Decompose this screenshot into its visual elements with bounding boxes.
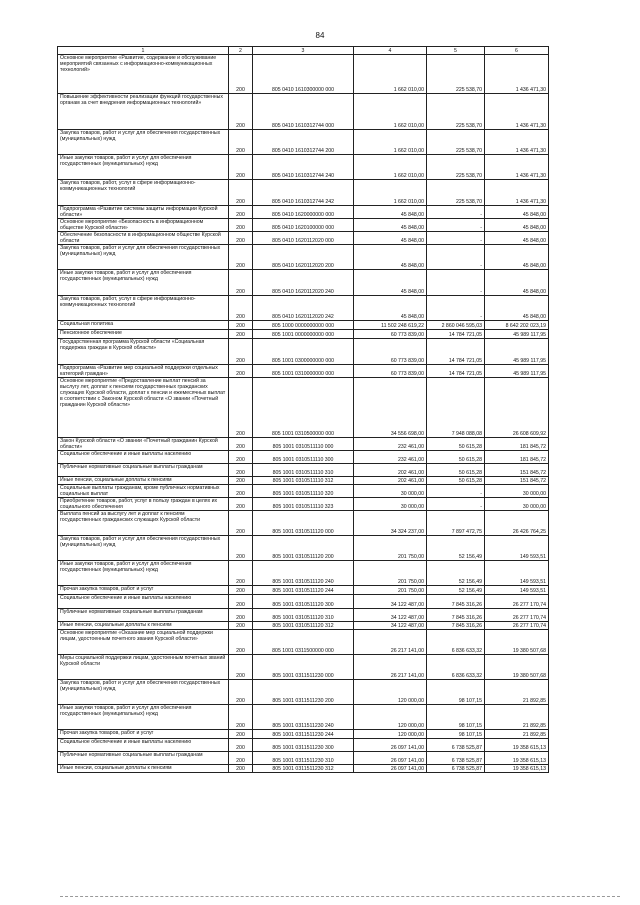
row-value-5: 7 845 316,26 — [427, 622, 485, 630]
header-col-5: 5 — [427, 47, 485, 55]
row-value-5: 14 784 721,05 — [427, 339, 485, 365]
row-value-6: 30 000,00 — [485, 485, 549, 498]
row-value-6: 149 593,51 — [485, 536, 549, 561]
row-value-4: 26 097 141,00 — [354, 739, 427, 752]
row-value-5: - — [427, 485, 485, 498]
row-value-4: 201 750,00 — [354, 586, 427, 595]
row-name: Закупка товаров, работ и услуг для обеспечения государственных (муниципальных) нужд — [58, 536, 229, 561]
row-col2: 200 — [229, 438, 253, 451]
row-code: 805 1001 0311511230 312 — [253, 765, 354, 773]
row-value-5: 14 784 721,05 — [427, 365, 485, 378]
row-code: 805 1001 0310511110 300 — [253, 451, 354, 464]
row-col2: 200 — [229, 595, 253, 609]
table-row — [58, 622, 549, 630]
row-col2: 200 — [229, 378, 253, 438]
row-code: 805 1001 0310511120 300 — [253, 595, 354, 609]
row-value-6: 151 845,72 — [485, 464, 549, 477]
table-row — [58, 94, 549, 130]
row-value-5: 7 845 316,26 — [427, 609, 485, 622]
row-value-4: 232 461,00 — [354, 438, 427, 451]
table-row — [58, 219, 549, 232]
row-col2: 200 — [229, 739, 253, 752]
row-name: Прочая закупка товаров, работ и услуг — [58, 586, 229, 595]
row-name: Закупка товаров, работ, услуг в сфере информационно-коммуникационных технологий — [58, 180, 229, 206]
row-value-6: 26 277 170,74 — [485, 622, 549, 630]
row-col2: 200 — [229, 622, 253, 630]
row-col2: 200 — [229, 609, 253, 622]
row-value-5: 14 784 721,05 — [427, 330, 485, 339]
table-row — [58, 730, 549, 739]
row-code: 805 0410 1610312744 000 — [253, 94, 354, 130]
row-name: Иные закупки товаров, работ и услуг для обеспечения государственных (муниципальных) нужд — [58, 270, 229, 296]
header-col-6: 6 — [485, 47, 549, 55]
table-row — [58, 296, 549, 321]
row-value-5: - — [427, 206, 485, 219]
table-row — [58, 511, 549, 536]
table-row — [58, 498, 549, 511]
row-value-6: 21 892,85 — [485, 730, 549, 739]
row-name: Пенсионное обеспечение — [58, 330, 229, 339]
row-value-6: 19 380 507,68 — [485, 655, 549, 680]
row-value-6: 45 848,00 — [485, 219, 549, 232]
row-name: Публичные нормативные социальные выплаты гражданам — [58, 609, 229, 622]
row-name: Социальное обеспечение и иные выплаты населению — [58, 451, 229, 464]
row-col2: 200 — [229, 180, 253, 206]
table-row — [58, 739, 549, 752]
row-value-4: 45 848,00 — [354, 219, 427, 232]
row-value-4: 1 662 010,00 — [354, 155, 427, 180]
table-row — [58, 180, 549, 206]
row-value-6: 19 358 615,13 — [485, 765, 549, 773]
row-code: 805 0410 1610300000 000 — [253, 55, 354, 94]
row-value-6: 45 989 117,95 — [485, 330, 549, 339]
row-col2: 200 — [229, 630, 253, 655]
table-row — [58, 155, 549, 180]
row-value-4: 120 000,00 — [354, 705, 427, 730]
row-value-4: 201 750,00 — [354, 561, 427, 586]
row-code: 805 0410 1620100000 000 — [253, 219, 354, 232]
row-value-4: 201 750,00 — [354, 536, 427, 561]
row-code: 805 0410 1620112020 242 — [253, 296, 354, 321]
table-row — [58, 378, 549, 438]
row-value-6: 21 892,85 — [485, 705, 549, 730]
row-value-4: 11 502 248 619,22 — [354, 321, 427, 330]
row-name: Подпрограмма «Развитие системы защиты информации Курской области» — [58, 206, 229, 219]
row-value-6: 26 608 609,92 — [485, 378, 549, 438]
row-name: Выплата пенсий за выслугу лет и доплат к пенсиям государственных гражданских служащих Курской области — [58, 511, 229, 536]
row-name: Обеспечение безопасности в информационном обществе Курской области — [58, 232, 229, 245]
row-value-4: 1 662 010,00 — [354, 94, 427, 130]
row-col2: 200 — [229, 511, 253, 536]
header-col-3: 3 — [253, 47, 354, 55]
row-value-6: 149 593,51 — [485, 561, 549, 586]
table-row — [58, 339, 549, 365]
row-col2: 200 — [229, 477, 253, 485]
row-value-6: 181 845,72 — [485, 451, 549, 464]
row-col2: 200 — [229, 655, 253, 680]
row-value-6: 45 989 117,95 — [485, 339, 549, 365]
row-col2: 200 — [229, 498, 253, 511]
row-value-5: 50 615,28 — [427, 438, 485, 451]
row-value-5: 98 107,15 — [427, 680, 485, 705]
row-value-4: 45 848,00 — [354, 232, 427, 245]
row-value-6: 1 436 471,30 — [485, 155, 549, 180]
row-name: Меры социальной поддержки лицам, удостоенным почетных званий Курской области — [58, 655, 229, 680]
row-value-6: 45 989 117,95 — [485, 365, 549, 378]
row-value-6: 45 848,00 — [485, 206, 549, 219]
row-code: 805 1001 0310500000 000 — [253, 378, 354, 438]
row-code: 805 1000 0000000000 000 — [253, 321, 354, 330]
row-value-4: 120 000,00 — [354, 680, 427, 705]
row-col2: 200 — [229, 270, 253, 296]
row-value-5: 7 948 088,08 — [427, 378, 485, 438]
row-code: 805 1001 0310511120 000 — [253, 511, 354, 536]
budget-table — [57, 46, 549, 773]
row-value-6: 1 436 471,30 — [485, 180, 549, 206]
row-value-6: 30 000,00 — [485, 498, 549, 511]
table-row — [58, 655, 549, 680]
header-col-2: 2 — [229, 47, 253, 55]
row-name: Публичные нормативные социальные выплаты гражданам — [58, 464, 229, 477]
row-col2: 200 — [229, 219, 253, 232]
table-row — [58, 55, 549, 94]
table-row — [58, 485, 549, 498]
row-col2: 200 — [229, 232, 253, 245]
table-row — [58, 321, 549, 330]
row-value-5: 6 836 633,32 — [427, 630, 485, 655]
row-value-5: - — [427, 296, 485, 321]
row-value-6: 1 436 471,30 — [485, 55, 549, 94]
row-value-4: 202 461,00 — [354, 464, 427, 477]
row-value-4: 1 662 010,00 — [354, 130, 427, 155]
row-col2: 200 — [229, 680, 253, 705]
row-value-4: 30 000,00 — [354, 485, 427, 498]
table-row — [58, 536, 549, 561]
row-value-6: 45 848,00 — [485, 232, 549, 245]
row-code: 805 1001 0310511110 000 — [253, 438, 354, 451]
row-code: 805 0410 1620000000 000 — [253, 206, 354, 219]
row-value-5: 225 538,70 — [427, 55, 485, 94]
row-code: 805 0410 1610312744 242 — [253, 180, 354, 206]
row-value-4: 60 773 839,00 — [354, 365, 427, 378]
table-row — [58, 206, 549, 219]
row-value-5: 7 845 316,26 — [427, 595, 485, 609]
row-value-5: 98 107,15 — [427, 705, 485, 730]
row-value-5: - — [427, 498, 485, 511]
row-col2: 200 — [229, 365, 253, 378]
row-name: Иные закупки товаров, работ и услуг для обеспечения государственных (муниципальных) нужд — [58, 561, 229, 586]
table-row — [58, 330, 549, 339]
table-row — [58, 270, 549, 296]
row-value-4: 26 217 141,00 — [354, 655, 427, 680]
row-name: Иные пенсии, социальные доплаты к пенсиям — [58, 477, 229, 485]
row-col2: 200 — [229, 730, 253, 739]
table-row — [58, 245, 549, 270]
footer-divider — [60, 896, 620, 898]
row-code: 805 1001 0310511110 310 — [253, 464, 354, 477]
table-row — [58, 705, 549, 730]
row-value-5: 225 538,70 — [427, 130, 485, 155]
row-code: 805 1001 0000000000 000 — [253, 330, 354, 339]
row-value-5: 98 107,15 — [427, 730, 485, 739]
table-row — [58, 561, 549, 586]
row-name: Государственная программа Курской области «Социальная поддержка граждан в Курской области» — [58, 339, 229, 365]
row-value-4: 34 556 698,00 — [354, 378, 427, 438]
row-col2: 200 — [229, 55, 253, 94]
row-value-4: 26 097 141,00 — [354, 752, 427, 765]
row-value-4: 34 122 487,00 — [354, 595, 427, 609]
row-value-5: 50 615,28 — [427, 477, 485, 485]
row-value-4: 202 461,00 — [354, 477, 427, 485]
row-col2: 200 — [229, 296, 253, 321]
table-row — [58, 609, 549, 622]
table-row — [58, 586, 549, 595]
row-code: 805 1001 0310511120 312 — [253, 622, 354, 630]
row-code: 805 1001 0310511120 240 — [253, 561, 354, 586]
row-value-4: 1 662 010,00 — [354, 55, 427, 94]
table-row — [58, 630, 549, 655]
row-value-5: 225 538,70 — [427, 94, 485, 130]
row-col2: 200 — [229, 155, 253, 180]
table-row — [58, 232, 549, 245]
row-code: 805 0410 1620112020 200 — [253, 245, 354, 270]
row-code: 805 1001 0311511230 240 — [253, 705, 354, 730]
row-col2: 200 — [229, 94, 253, 130]
row-value-5: - — [427, 245, 485, 270]
table-row — [58, 752, 549, 765]
row-value-4: 60 773 839,00 — [354, 339, 427, 365]
row-name: Иные закупки товаров, работ и услуг для обеспечения государственных (муниципальных) нужд — [58, 705, 229, 730]
row-value-4: 45 848,00 — [354, 206, 427, 219]
row-code: 805 0410 1610312744 200 — [253, 130, 354, 155]
row-col2: 200 — [229, 705, 253, 730]
row-value-5: 6 738 525,87 — [427, 739, 485, 752]
row-value-4: 1 662 010,00 — [354, 180, 427, 206]
page-number: 84 — [315, 31, 325, 40]
row-value-4: 34 324 237,00 — [354, 511, 427, 536]
row-value-5: 6 836 633,32 — [427, 655, 485, 680]
row-name: Социальные выплаты гражданам, кроме публичных нормативных социальных выплат — [58, 485, 229, 498]
row-code: 805 1001 0310511120 200 — [253, 536, 354, 561]
row-value-5: - — [427, 232, 485, 245]
table-row — [58, 130, 549, 155]
row-value-4: 45 848,00 — [354, 270, 427, 296]
row-value-4: 45 848,00 — [354, 296, 427, 321]
row-value-5: 52 156,49 — [427, 561, 485, 586]
row-code: 805 1001 0311500000 000 — [253, 630, 354, 655]
row-name: Основное мероприятие «Развитие, содержание и обслуживание мероприятий связанных с информационно-коммуникационных технологий» — [58, 55, 229, 94]
header-col-1: 1 — [58, 47, 229, 55]
row-value-6: 45 848,00 — [485, 270, 549, 296]
row-code: 805 1001 0310511110 320 — [253, 485, 354, 498]
row-value-5: 52 156,49 — [427, 536, 485, 561]
row-value-4: 26 217 141,00 — [354, 630, 427, 655]
table-row — [58, 464, 549, 477]
row-value-5: 7 897 472,75 — [427, 511, 485, 536]
table-row — [58, 595, 549, 609]
row-name: Иные закупки товаров, работ и услуг для обеспечения государственных (муниципальных) нужд — [58, 155, 229, 180]
row-value-6: 26 277 170,74 — [485, 609, 549, 622]
table-row — [58, 365, 549, 378]
row-col2: 200 — [229, 321, 253, 330]
table-row — [58, 765, 549, 773]
row-name: Приобретение товаров, работ, услуг в пользу граждан в целях их социального обеспечения — [58, 498, 229, 511]
row-col2: 200 — [229, 752, 253, 765]
row-col2: 200 — [229, 464, 253, 477]
row-col2: 200 — [229, 586, 253, 595]
row-code: 805 1001 0311511230 300 — [253, 739, 354, 752]
row-name: Закон Курской области «О звании «Почетный гражданин Курской области» — [58, 438, 229, 451]
row-code: 805 0410 1610312744 240 — [253, 155, 354, 180]
row-code: 805 0410 1620112020 000 — [253, 232, 354, 245]
row-name: Публичные нормативные социальные выплаты гражданам — [58, 752, 229, 765]
row-code: 805 1001 0310000000 000 — [253, 365, 354, 378]
table-row — [58, 438, 549, 451]
row-value-4: 30 000,00 — [354, 498, 427, 511]
row-value-5: - — [427, 270, 485, 296]
row-name: Прочая закупка товаров, работ и услуг — [58, 730, 229, 739]
row-value-6: 45 848,00 — [485, 245, 549, 270]
row-value-6: 1 436 471,30 — [485, 94, 549, 130]
row-name: Основное мероприятие «Безопасность в информационном обществе Курской области» — [58, 219, 229, 232]
table-row — [58, 477, 549, 485]
row-name: Закупка товаров, работ и услуг для обеспечения государственных (муниципальных) нужд — [58, 680, 229, 705]
row-value-4: 60 773 839,00 — [354, 330, 427, 339]
row-value-4: 120 000,00 — [354, 730, 427, 739]
row-value-6: 19 358 615,13 — [485, 739, 549, 752]
row-name: Закупка товаров, работ и услуг для обеспечения государственных (муниципальных) нужд — [58, 245, 229, 270]
row-code: 805 1001 0310511110 323 — [253, 498, 354, 511]
row-value-4: 26 097 141,00 — [354, 765, 427, 773]
row-name: Подпрограмма «Развитие мер социальной поддержки отдельных категорий граждан» — [58, 365, 229, 378]
row-value-6: 1 436 471,30 — [485, 130, 549, 155]
table-row — [58, 451, 549, 464]
row-value-6: 149 593,51 — [485, 586, 549, 595]
row-value-6: 19 358 615,13 — [485, 752, 549, 765]
row-value-6: 19 380 507,68 — [485, 630, 549, 655]
row-name: Иные пенсии, социальные доплаты к пенсиям — [58, 765, 229, 773]
row-code: 805 1001 0300000000 000 — [253, 339, 354, 365]
row-value-6: 181 845,72 — [485, 438, 549, 451]
row-value-5: 2 860 046 595,03 — [427, 321, 485, 330]
row-code: 805 1001 0311511230 244 — [253, 730, 354, 739]
row-name: Социальная политика — [58, 321, 229, 330]
row-value-4: 45 848,00 — [354, 245, 427, 270]
row-value-4: 34 122 487,00 — [354, 622, 427, 630]
row-code: 805 1001 0310511110 312 — [253, 477, 354, 485]
row-name: Закупка товаров, работ, услуг в сфере информационно-коммуникационных технологий — [58, 296, 229, 321]
row-value-5: 6 738 525,87 — [427, 752, 485, 765]
row-code: 805 1001 0311511230 310 — [253, 752, 354, 765]
row-value-5: 50 615,28 — [427, 464, 485, 477]
row-value-4: 232 461,00 — [354, 451, 427, 464]
header-row — [58, 47, 549, 55]
row-col2: 200 — [229, 536, 253, 561]
row-code: 805 1001 0311511230 200 — [253, 680, 354, 705]
row-col2: 200 — [229, 485, 253, 498]
row-name: Основное мероприятие «Предоставление выплат пенсий за выслугу лет, доплат к пенсиям государственных гражданских служащих Курской области, доплат к пенсии и ежемесячных выплат в соответствии с Законом Курской области «О звании «Почетный гражданин Курской области» — [58, 378, 229, 438]
row-value-6: 45 848,00 — [485, 296, 549, 321]
row-name: Социальное обеспечение и иные выплаты населению — [58, 595, 229, 609]
row-col2: 200 — [229, 451, 253, 464]
row-value-5: 52 156,49 — [427, 586, 485, 595]
row-col2: 200 — [229, 330, 253, 339]
row-value-5: 225 538,70 — [427, 155, 485, 180]
row-col2: 200 — [229, 245, 253, 270]
row-name: Основное мероприятие «Оказание мер социальной поддержки лицам, удостоенным почетного звания Курской области» — [58, 630, 229, 655]
row-col2: 200 — [229, 206, 253, 219]
row-name: Повышение эффективности реализации функций государственных органам за счет внедрения информационных технологий» — [58, 94, 229, 130]
header-col-4: 4 — [354, 47, 427, 55]
row-code: 805 1001 0310511120 310 — [253, 609, 354, 622]
row-name: Иные пенсии, социальные доплаты к пенсиям — [58, 622, 229, 630]
row-col2: 200 — [229, 561, 253, 586]
row-value-5: 225 538,70 — [427, 180, 485, 206]
row-value-5: - — [427, 219, 485, 232]
table-row — [58, 680, 549, 705]
row-value-5: 6 738 525,87 — [427, 765, 485, 773]
row-value-4: 34 122 487,00 — [354, 609, 427, 622]
row-code: 805 1001 0310511120 244 — [253, 586, 354, 595]
row-col2: 200 — [229, 130, 253, 155]
row-value-6: 21 892,85 — [485, 680, 549, 705]
row-value-6: 26 277 170,74 — [485, 595, 549, 609]
row-code: 805 1001 0311511230 000 — [253, 655, 354, 680]
row-name: Социальное обеспечение и иные выплаты населению — [58, 739, 229, 752]
row-col2: 200 — [229, 339, 253, 365]
row-value-6: 26 426 764,25 — [485, 511, 549, 536]
row-value-6: 8 642 202 023,19 — [485, 321, 549, 330]
row-name: Закупка товаров, работ и услуг для обеспечения государственных (муниципальных) нужд — [58, 130, 229, 155]
row-col2: 200 — [229, 765, 253, 773]
row-value-5: 50 615,28 — [427, 451, 485, 464]
row-code: 805 0410 1620112020 240 — [253, 270, 354, 296]
row-value-6: 151 845,72 — [485, 477, 549, 485]
